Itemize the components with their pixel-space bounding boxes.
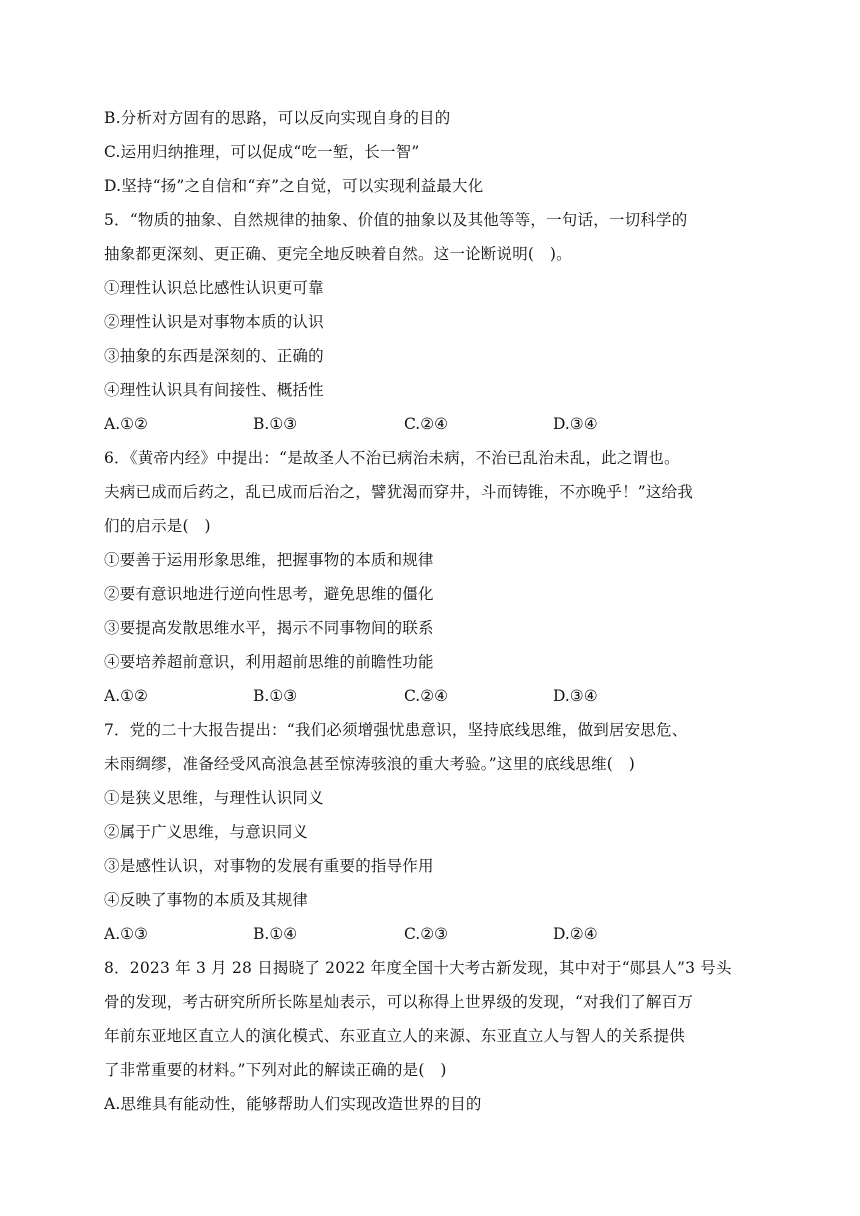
- q5-option-c: C.②④: [404, 415, 449, 433]
- q5-item: ③抽象的东西是深刻的、正确的: [104, 347, 324, 365]
- q5-item: ②理性认识是对事物本质的认识: [104, 313, 324, 331]
- q6-option-c: C.②④: [404, 687, 449, 705]
- q6-option-b: B.①③: [253, 687, 298, 705]
- q7-option-a: A.①③: [104, 925, 148, 943]
- q8-stem-line: 8．2023 年 3 月 28 日揭晓了 2022 年度全国十大考古新发现，其中对于“郧县人”3 号头: [104, 959, 732, 977]
- q6-item: ③要提高发散思维水平，揭示不同事物间的联系: [104, 619, 434, 637]
- q8-option-a: A.思维具有能动性，能够帮助人们实现改造世界的目的: [104, 1095, 482, 1113]
- option-line: C.运用归纳推理，可以促成“吃一堑，长一智”: [104, 143, 420, 161]
- q5-option-a: A.①②: [104, 415, 148, 433]
- q7-stem-line: 7．党的二十大报告提出：“我们必须增强忧患意识，坚持底线思维，做到居安思危、: [104, 721, 688, 739]
- q6-options: [104, 679, 764, 713]
- q7-item: ②属于广义思维，与意识同义: [104, 823, 309, 841]
- option-line: B.分析对方固有的思路，可以反向实现自身的目的: [104, 109, 451, 127]
- q7-item: ③是感性认识，对事物的发展有重要的指导作用: [104, 857, 434, 875]
- q6-option-a: A.①②: [104, 687, 148, 705]
- q7-options: [104, 917, 764, 951]
- q7-stem-line: 未雨绸缪，准备经受风高浪急甚至惊涛骇浪的重大考验。”这里的底线思维( ): [104, 755, 635, 773]
- q6-item: ①要善于运用形象思维，把握事物的本质和规律: [104, 551, 434, 569]
- q5-stem-line: 5．“物质的抽象、自然规律的抽象、价值的抽象以及其他等等，一句话，一切科学的: [104, 211, 688, 229]
- q6-item: ④要培养超前意识，利用超前思维的前瞻性功能: [104, 653, 434, 671]
- q7-item: ④反映了事物的本质及其规律: [104, 891, 309, 909]
- q5-option-b: B.①③: [253, 415, 298, 433]
- page-content: [104, 101, 764, 1121]
- q8-stem-line: 骨的发现，考古研究所所长陈星灿表示，可以称得上世界级的发现，“对我们了解百万: [104, 993, 694, 1011]
- q8-stem-line: 了非常重要的材料。”下列对此的解读正确的是( ): [104, 1061, 447, 1079]
- q5-stem-line: 抽象都更深刻、更正确、更完全地反映着自然。这一论断说明( )。: [104, 245, 572, 263]
- q5-option-d: D.③④: [553, 415, 598, 433]
- q5-options: [104, 407, 764, 441]
- option-line: D.坚持“扬”之自信和“弃”之自觉，可以实现利益最大化: [104, 177, 484, 195]
- q6-stem-line: 夫病已成而后药之，乱已成而后治之，譬犹渴而穿井，斗而铸锥，不亦晚乎！”这给我: [104, 483, 694, 501]
- q5-item: ④理性认识具有间接性、概括性: [104, 381, 324, 399]
- q6-stem-line: 6．《黄帝内经》中提出：“是故圣人不治已病治未病，不治已乱治未乱，此之谓也。: [104, 449, 680, 467]
- q6-stem-line: 们的启示是( ): [104, 517, 211, 535]
- q8-stem-line: 年前东亚地区直立人的演化模式、东亚直立人的来源、东亚直立人与智人的关系提供: [104, 1027, 685, 1045]
- q5-item: ①理性认识总比感性认识更可靠: [104, 279, 324, 297]
- q6-option-d: D.③④: [553, 687, 598, 705]
- q7-option-d: D.②④: [553, 925, 598, 943]
- q7-item: ①是狭义思维，与理性认识同义: [104, 789, 324, 807]
- q6-item: ②要有意识地进行逆向性思考，避免思维的僵化: [104, 585, 434, 603]
- q7-option-b: B.①④: [253, 925, 298, 943]
- q7-option-c: C.②③: [404, 925, 449, 943]
